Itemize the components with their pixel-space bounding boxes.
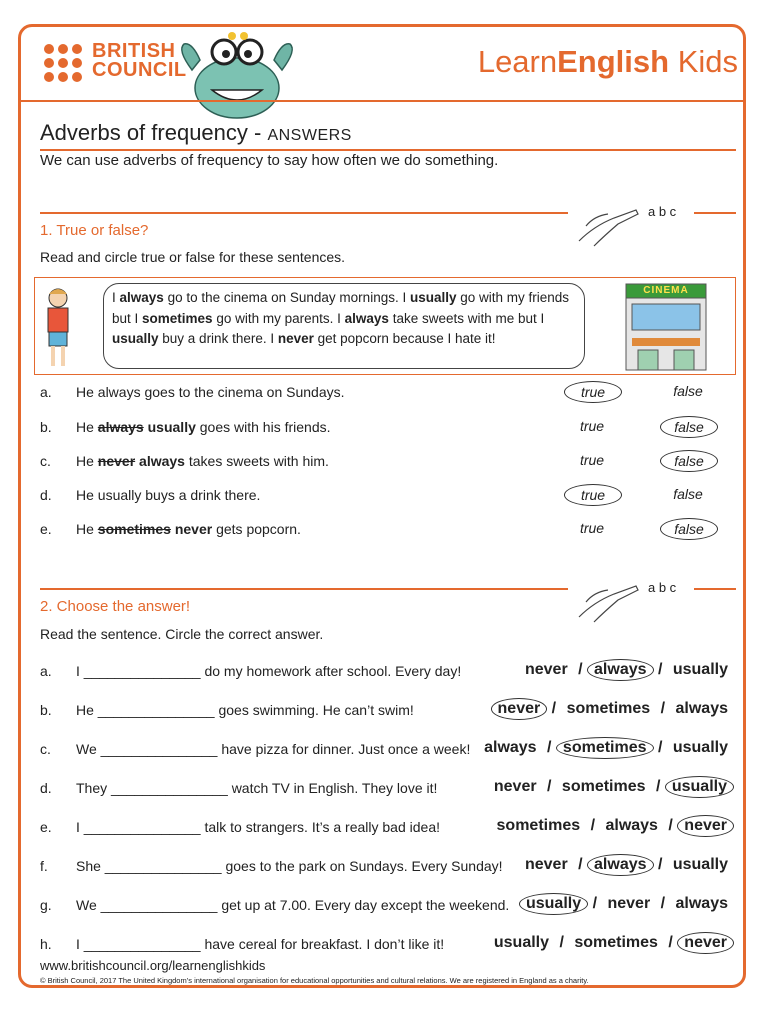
false-option[interactable]: false [673, 486, 703, 502]
answer-option[interactable]: never [607, 895, 651, 912]
page-title: Adverbs of frequency - ANSWERS [40, 120, 352, 145]
false-option[interactable]: false [660, 450, 718, 472]
section2-divider [40, 588, 568, 590]
option-separator: / [663, 817, 678, 834]
option-separator: / [663, 934, 678, 951]
choice-item-letter: d. [40, 780, 52, 796]
abc-label: a b c [648, 580, 677, 595]
answer-option[interactable]: always [587, 659, 653, 681]
section2-heading: 2. Choose the answer! [40, 598, 191, 615]
tf-item-sentence: He always goes to the cinema on Sundays. [76, 384, 345, 400]
section1-instruction: Read and circle true or false for these sentences. [40, 249, 346, 265]
choice-item-sentence: We _______________ have pizza for dinner. Just once a week! [76, 741, 471, 757]
option-separator: / [542, 778, 556, 795]
tf-item-sentence: He always usually goes with his friends. [76, 419, 331, 435]
option-separator: / [653, 856, 667, 873]
tf-item-letter: a. [40, 384, 52, 400]
choice-item-letter: b. [40, 702, 52, 718]
choice-item-sentence: We _______________ get up at 7.00. Every day except the weekend. [76, 897, 510, 913]
answer-option[interactable]: usually [672, 739, 728, 756]
option-separator: / [586, 817, 600, 834]
monster-mascot-icon [172, 30, 302, 122]
tf-item-sentence: He usually buys a drink there. [76, 487, 261, 503]
answer-options [491, 698, 734, 720]
answer-option[interactable]: never [524, 661, 568, 678]
answer-option[interactable]: usually [493, 934, 550, 951]
answer-options [519, 659, 734, 681]
answer-option[interactable]: sometimes [556, 737, 654, 759]
footer-url[interactable]: www.britishcouncil.org/learnenglishkids [40, 958, 266, 973]
section1-heading: 1. True or false? [40, 222, 149, 239]
choice-item-sentence: I _______________ do my homework after school. Every day! [76, 663, 462, 679]
tf-item-sentence: He sometimes never gets popcorn. [76, 521, 301, 537]
answer-options [488, 776, 734, 798]
option-separator: / [656, 700, 670, 717]
choice-item-letter: a. [40, 663, 52, 679]
option-separator: / [542, 739, 556, 756]
writing-hand-icon [574, 572, 644, 626]
choice-item-letter: e. [40, 819, 52, 835]
tf-item-sentence: He never always takes sweets with him. [76, 453, 329, 469]
answer-option[interactable]: usually [672, 661, 728, 678]
answer-option[interactable]: always [675, 895, 728, 912]
option-separator: / [573, 661, 588, 678]
brand-name: BRITISH COUNCIL [92, 40, 187, 81]
true-option[interactable]: true [579, 520, 605, 536]
answer-options [488, 932, 734, 954]
answer-option[interactable]: always [675, 700, 728, 717]
true-option[interactable]: true [564, 381, 622, 403]
answer-option[interactable]: never [493, 778, 537, 795]
choice-item-letter: c. [40, 741, 51, 757]
answer-option[interactable]: never [677, 815, 734, 837]
choice-item-sentence: They _______________ watch TV in English. They love it! [76, 780, 438, 796]
option-separator: / [555, 934, 569, 951]
true-option[interactable]: true [564, 484, 622, 506]
answer-option[interactable]: never [491, 698, 548, 720]
answer-options [478, 737, 734, 759]
true-option[interactable]: true [579, 452, 605, 468]
section1-divider [40, 212, 568, 214]
option-separator: / [588, 895, 602, 912]
answer-option[interactable]: usually [519, 893, 588, 915]
option-separator: / [653, 739, 667, 756]
tf-item-letter: e. [40, 521, 52, 537]
choice-item-sentence: He _______________ goes swimming. He can’t swim! [76, 702, 414, 718]
option-separator: / [547, 700, 561, 717]
british-council-logo-icon [44, 44, 84, 84]
option-separator: / [656, 895, 670, 912]
tf-item-letter: d. [40, 487, 52, 503]
choice-item-letter: h. [40, 936, 52, 952]
boy-illustration-icon [40, 284, 76, 374]
answer-option[interactable]: sometimes [574, 934, 658, 951]
section2-divider-end [694, 588, 736, 590]
false-option[interactable]: false [660, 518, 718, 540]
choice-item-sentence: I _______________ talk to strangers. It’s a really bad idea! [76, 819, 440, 835]
choice-item-sentence: She _______________ goes to the park on Sundays. Every Sunday! [76, 858, 503, 874]
writing-hand-icon [574, 196, 644, 250]
answer-options [519, 893, 734, 915]
option-separator: / [653, 661, 667, 678]
answer-option[interactable]: sometimes [561, 778, 646, 795]
intro-text: We can use adverbs of frequency to say how often we do something. [40, 152, 499, 169]
section1-divider-end [694, 212, 736, 214]
answer-option[interactable]: always [587, 854, 653, 876]
tf-item-letter: c. [40, 453, 51, 469]
choice-item-letter: f. [40, 858, 48, 874]
story-speech-bubble: I always go to the cinema on Sunday mornings. I usually go with my friends but I sometimes go with my parents. I always take sweets with me but I usually buy a drink there. I never get popcorn because I hate it! [103, 283, 585, 369]
false-option[interactable]: false [660, 416, 718, 438]
option-separator: / [573, 856, 588, 873]
abc-label: a b c [648, 204, 677, 219]
title-underline [40, 149, 736, 151]
answer-option[interactable]: usually [672, 856, 728, 873]
tf-item-letter: b. [40, 419, 52, 435]
answer-options [491, 815, 734, 837]
option-separator: / [651, 778, 665, 795]
choice-item-sentence: I _______________ have cereal for breakfast. I don’t like it! [76, 936, 445, 952]
header-divider [20, 100, 744, 102]
section2-instruction: Read the sentence. Circle the correct answer. [40, 626, 324, 642]
answer-option[interactable]: sometimes [566, 700, 651, 717]
false-option[interactable]: false [673, 383, 703, 399]
answer-option[interactable]: usually [665, 776, 734, 798]
answer-option[interactable]: sometimes [496, 817, 581, 834]
footer-copyright: © British Council, 2017 The United Kingdom’s international organisation for educational opportunities and cultural relations. We are registered in England as a charity. [40, 976, 589, 985]
answer-options [519, 854, 734, 876]
choice-item-letter: g. [40, 897, 52, 913]
answer-option[interactable]: always [605, 817, 658, 834]
learnenglish-kids-logo: LearnEnglish Kids [477, 44, 738, 79]
answer-option[interactable]: never [524, 856, 568, 873]
answer-option[interactable]: never [677, 932, 734, 954]
true-option[interactable]: true [579, 418, 605, 434]
answer-option[interactable]: always [484, 739, 537, 756]
cinema-sign: CINEMA [643, 285, 689, 296]
